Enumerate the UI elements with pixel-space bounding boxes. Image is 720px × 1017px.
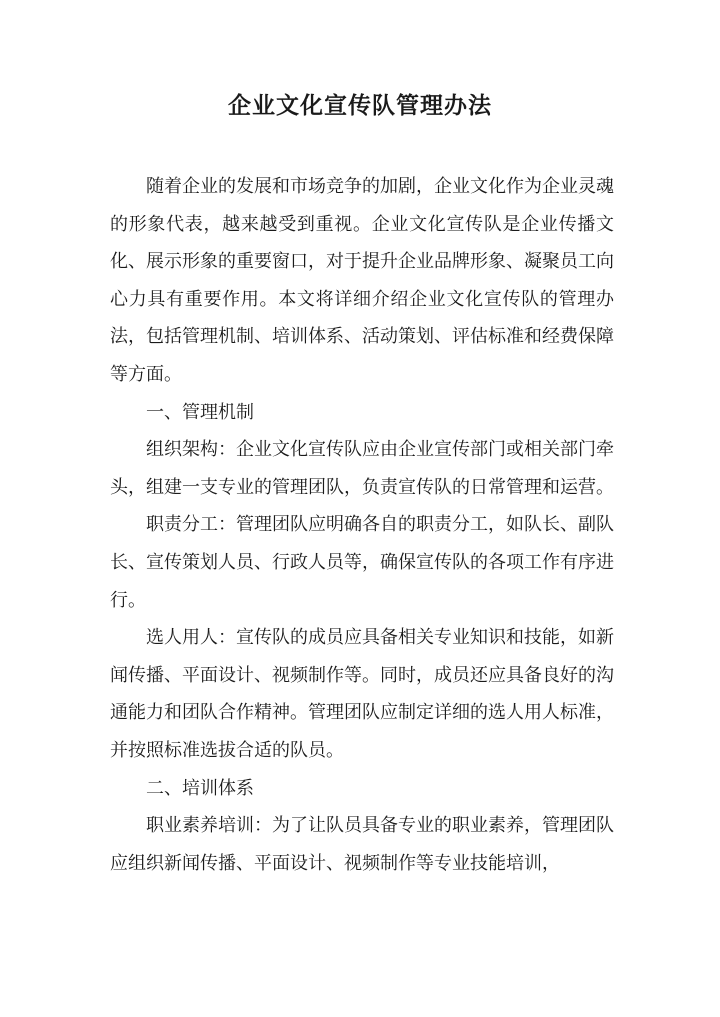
paragraph-staffing: 选人用人：宣传队的成员应具备相关专业知识和技能，如新闻传播、平面设计、视频制作等。同时，成员还应具备良好的沟通能力和团队合作精神。管理团队应制定详细的选人用人标准，并按照标准选拔合适的队员。 bbox=[110, 627, 614, 761]
section-heading-training: 二、培训体系 bbox=[146, 777, 254, 799]
section-heading-management: 一、管理机制 bbox=[146, 401, 254, 423]
document-body bbox=[110, 168, 614, 882]
intro-paragraph: 随着企业的发展和市场竞争的加剧，企业文化作为企业灵魂的形象代表，越来越受到重视。企业文化宣传队是企业传播文化、展示形象的重要窗口，对于提升企业品牌形象、凝聚员工向心力具有重要作用。本文将详细介绍企业文化宣传队的管理办法，包括管理机制、培训体系、活动策划、评估标准和经费保障等方面。 bbox=[110, 176, 614, 385]
paragraph-professional-training: 职业素养培训：为了让队员具备专业的职业素养，管理团队应组织新闻传播、平面设计、视频制作等专业技能培训， bbox=[110, 815, 614, 874]
document-title: 企业文化宣传队管理办法 bbox=[228, 92, 492, 119]
paragraph-responsibilities: 职责分工：管理团队应明确各自的职责分工，如队长、副队长、宣传策划人员、行政人员等，确保宣传队的各项工作有序进行。 bbox=[110, 514, 614, 611]
paragraph-organization: 组织架构：企业文化宣传队应由企业宣传部门或相关部门牵头，组建一支专业的管理团队，负责宣传队的日常管理和运营。 bbox=[110, 439, 614, 498]
